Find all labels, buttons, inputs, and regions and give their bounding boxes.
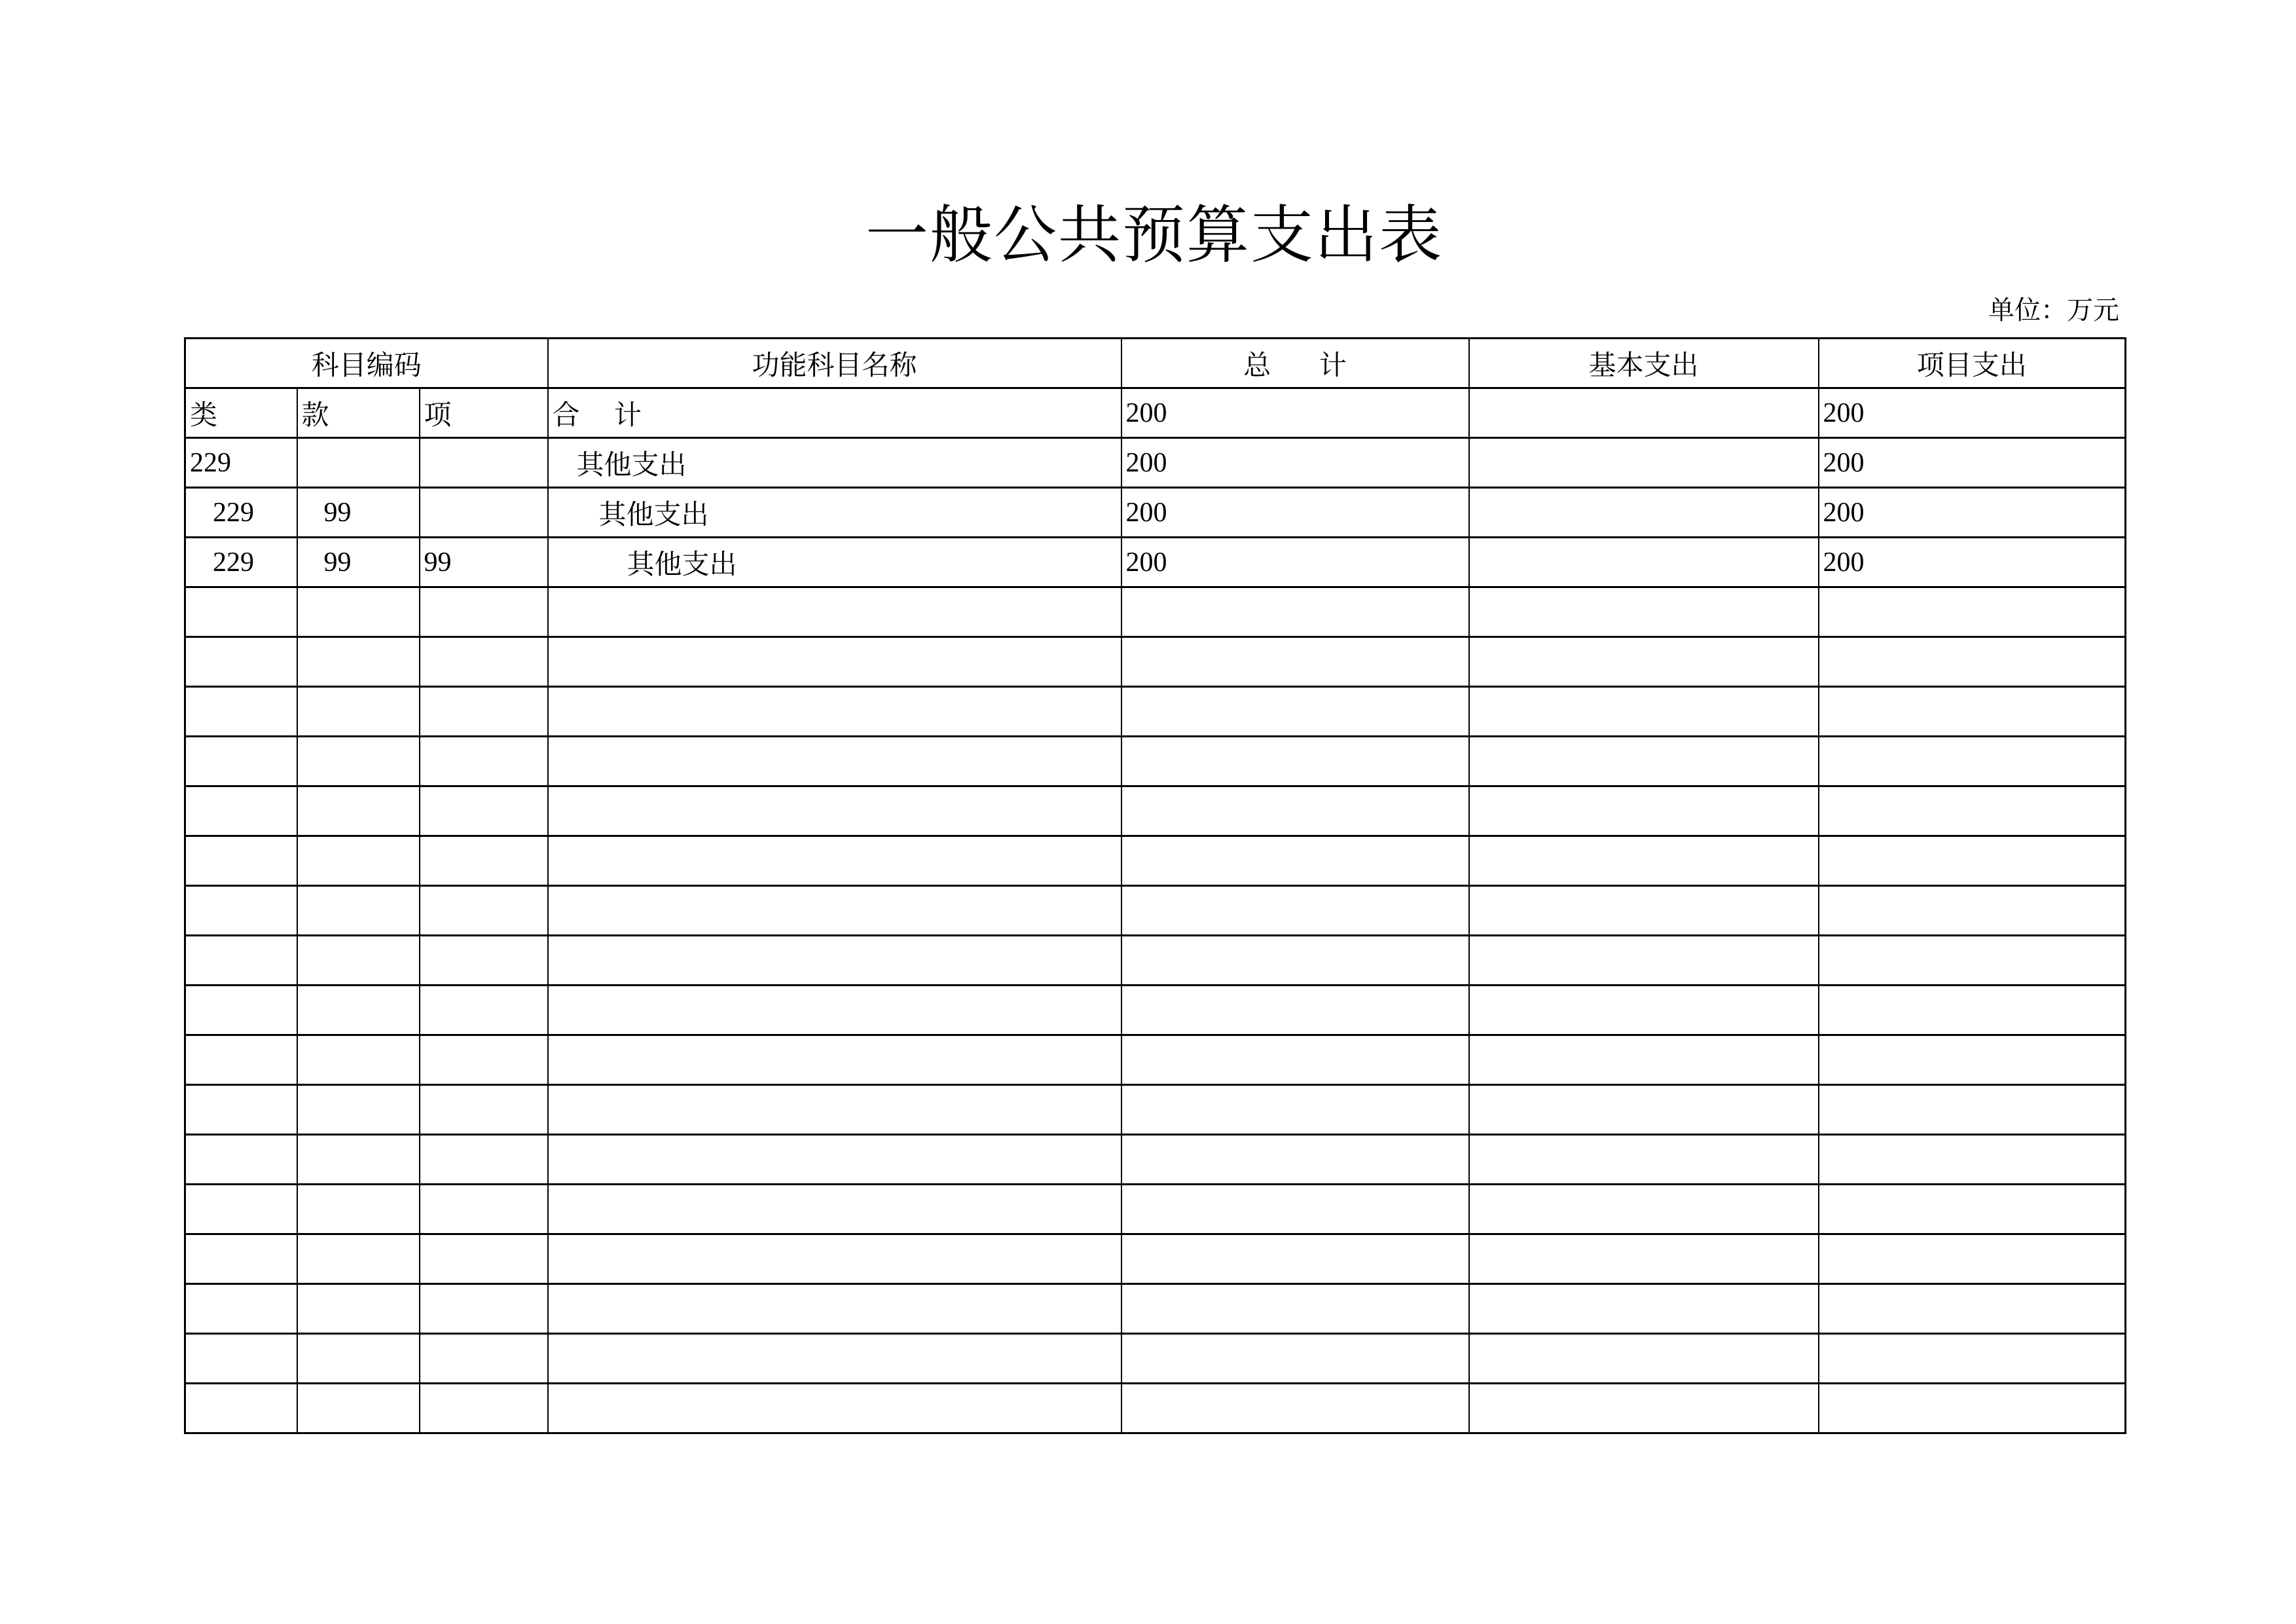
table-cell <box>548 1384 1121 1433</box>
table-cell <box>1121 1035 1469 1085</box>
header-subject-code: 科目编码 <box>185 339 548 388</box>
table-cell: 200 <box>1819 538 2126 587</box>
table-cell <box>1819 687 2126 737</box>
table-cell <box>420 1384 548 1433</box>
table-cell <box>1121 886 1469 936</box>
table-cell <box>1819 737 2126 786</box>
table-cell <box>297 1284 420 1334</box>
table-row <box>185 388 2126 438</box>
table-cell <box>1819 1234 2126 1284</box>
table-cell <box>548 637 1121 687</box>
table-cell <box>1819 1085 2126 1135</box>
table-cell <box>548 1135 1121 1185</box>
table-cell <box>185 986 297 1035</box>
header-basic-expenditure: 基本支出 <box>1469 339 1819 388</box>
table-cell: 其他支出 <box>548 488 1121 538</box>
table-cell <box>1121 1384 1469 1433</box>
table-cell <box>1121 986 1469 1035</box>
table-cell <box>1121 936 1469 986</box>
table-cell <box>1121 737 1469 786</box>
table-cell <box>185 936 297 986</box>
table-cell <box>1121 1135 1469 1185</box>
table-cell <box>1121 1284 1469 1334</box>
table-cell: 99 <box>420 538 548 587</box>
table-cell <box>185 1185 297 1234</box>
table-cell <box>1469 986 1819 1035</box>
table-cell <box>548 1234 1121 1284</box>
table-cell <box>297 936 420 986</box>
table-cell <box>420 1334 548 1384</box>
table-cell <box>185 687 297 737</box>
table-cell <box>548 1284 1121 1334</box>
table-row <box>185 488 2126 538</box>
table-cell <box>1469 836 1819 886</box>
table-cell <box>185 836 297 886</box>
table-cell <box>548 687 1121 737</box>
table-cell: 款 <box>297 388 420 438</box>
table-cell <box>420 587 548 637</box>
table-cell <box>297 1334 420 1384</box>
table-cell: 200 <box>1819 388 2126 438</box>
table-cell <box>1469 886 1819 936</box>
table-cell <box>1819 1284 2126 1334</box>
table-cell <box>1121 587 1469 637</box>
table-cell <box>548 1085 1121 1135</box>
table-cell <box>297 1085 420 1135</box>
table-row <box>185 587 2126 637</box>
header-total: 总 计 <box>1121 339 1469 388</box>
table-row <box>185 1185 2126 1234</box>
table-cell <box>548 936 1121 986</box>
table-cell <box>548 836 1121 886</box>
table-row <box>185 438 2126 488</box>
table-cell <box>420 488 548 538</box>
table-cell <box>420 438 548 488</box>
table-cell <box>1819 637 2126 687</box>
table-cell <box>548 737 1121 786</box>
table-cell <box>185 737 297 786</box>
page-title: 一般公共预算支出表 <box>866 200 1443 270</box>
table-cell <box>420 986 548 1035</box>
unit-label: 单位：万元 <box>1988 295 2119 325</box>
table-cell <box>420 637 548 687</box>
table-cell <box>297 1035 420 1085</box>
table-cell: 类 <box>185 388 297 438</box>
table-cell <box>297 986 420 1035</box>
table-cell <box>420 786 548 836</box>
table-cell <box>420 1234 548 1284</box>
table-cell <box>297 637 420 687</box>
table-cell <box>185 1035 297 1085</box>
table-cell <box>185 1284 297 1334</box>
table-row <box>185 737 2126 786</box>
table-row <box>185 886 2126 936</box>
table-cell <box>185 1384 297 1433</box>
table-cell <box>185 637 297 687</box>
table-row <box>185 1035 2126 1085</box>
table-cell <box>1469 1384 1819 1433</box>
table-cell <box>548 886 1121 936</box>
table-cell <box>185 1135 297 1185</box>
table-cell <box>1469 1085 1819 1135</box>
table-cell: 200 <box>1121 488 1469 538</box>
table-cell <box>420 886 548 936</box>
table-cell <box>1469 1035 1819 1085</box>
table-cell: 项 <box>420 388 548 438</box>
table-cell <box>1819 1384 2126 1433</box>
table-cell <box>1819 786 2126 836</box>
table-cell: 其他支出 <box>548 538 1121 587</box>
table-cell <box>1121 836 1469 886</box>
table-cell <box>1121 1185 1469 1234</box>
table-cell <box>1121 687 1469 737</box>
table-cell <box>548 986 1121 1035</box>
table-cell <box>1469 786 1819 836</box>
table-cell <box>420 936 548 986</box>
table-row <box>185 786 2126 836</box>
table-cell: 200 <box>1819 438 2126 488</box>
table-cell <box>297 687 420 737</box>
table-cell <box>420 1284 548 1334</box>
table-cell <box>1121 637 1469 687</box>
table-cell <box>185 1085 297 1135</box>
table-cell <box>420 1185 548 1234</box>
table-cell <box>297 1135 420 1185</box>
table-cell <box>1819 1035 2126 1085</box>
table-cell <box>548 1035 1121 1085</box>
table-row <box>185 687 2126 737</box>
table-cell: 其他支出 <box>548 438 1121 488</box>
table-cell <box>1469 637 1819 687</box>
table-cell <box>420 1135 548 1185</box>
table-cell <box>548 587 1121 637</box>
table-cell: 合 计 <box>548 388 1121 438</box>
header-project-expenditure: 项目支出 <box>1819 339 2126 388</box>
table-cell: 200 <box>1819 488 2126 538</box>
table-cell: 229 <box>185 488 297 538</box>
table-cell <box>1819 1185 2126 1234</box>
table-cell <box>1469 1185 1819 1234</box>
header-row <box>185 339 2126 388</box>
table-cell <box>297 786 420 836</box>
table-cell <box>297 1234 420 1284</box>
table-cell <box>1121 1334 1469 1384</box>
table-cell <box>548 786 1121 836</box>
table-cell <box>1819 1334 2126 1384</box>
table-header <box>185 339 2126 388</box>
table-body <box>185 388 2126 1433</box>
table-cell <box>1469 587 1819 637</box>
table-cell <box>1469 1334 1819 1384</box>
table-row <box>185 1284 2126 1334</box>
table-row <box>185 1234 2126 1284</box>
table-cell <box>297 886 420 936</box>
table-row <box>185 836 2126 886</box>
table-cell: 229 <box>185 538 297 587</box>
table-cell <box>185 786 297 836</box>
table-cell <box>1469 936 1819 986</box>
table-cell <box>185 886 297 936</box>
table-row <box>185 1334 2126 1384</box>
table-cell <box>1469 438 1819 488</box>
table-cell: 200 <box>1121 538 1469 587</box>
table-cell <box>1469 538 1819 587</box>
table-cell <box>1469 488 1819 538</box>
table-cell <box>185 1334 297 1384</box>
table-row <box>185 936 2126 986</box>
table-cell <box>1819 587 2126 637</box>
table-cell: 229 <box>185 438 297 488</box>
table-cell <box>548 1334 1121 1384</box>
table-cell <box>1121 1234 1469 1284</box>
table-cell <box>185 1234 297 1284</box>
table-cell <box>297 1185 420 1234</box>
table-cell: 99 <box>297 488 420 538</box>
table-cell <box>1819 936 2126 986</box>
table-cell <box>1469 687 1819 737</box>
table-cell <box>297 438 420 488</box>
table-row <box>185 637 2126 687</box>
table-cell <box>1469 1284 1819 1334</box>
table-cell <box>1469 1234 1819 1284</box>
budget-table <box>184 337 2126 1434</box>
table-cell <box>420 737 548 786</box>
table-cell <box>1819 836 2126 886</box>
table-row <box>185 1135 2126 1185</box>
table-row <box>185 986 2126 1035</box>
table-cell <box>548 1185 1121 1234</box>
table-cell <box>297 836 420 886</box>
table-cell <box>1819 1135 2126 1185</box>
table-row <box>185 1085 2126 1135</box>
table-cell <box>420 687 548 737</box>
table-cell <box>1819 986 2126 1035</box>
table-row <box>185 538 2126 587</box>
table-cell <box>420 1035 548 1085</box>
table-cell: 200 <box>1121 438 1469 488</box>
table-cell <box>1469 737 1819 786</box>
table-cell <box>420 836 548 886</box>
table-cell <box>1469 388 1819 438</box>
table-cell <box>297 1384 420 1433</box>
header-function-name: 功能科目名称 <box>548 339 1121 388</box>
table-cell <box>1469 1135 1819 1185</box>
table-cell <box>420 1085 548 1135</box>
table-row <box>185 1384 2126 1433</box>
table-cell <box>1121 1085 1469 1135</box>
table-cell <box>297 587 420 637</box>
table-cell: 99 <box>297 538 420 587</box>
table-cell <box>185 587 297 637</box>
table-cell <box>1819 886 2126 936</box>
table-cell <box>1121 786 1469 836</box>
table-cell: 200 <box>1121 388 1469 438</box>
table-cell <box>297 737 420 786</box>
